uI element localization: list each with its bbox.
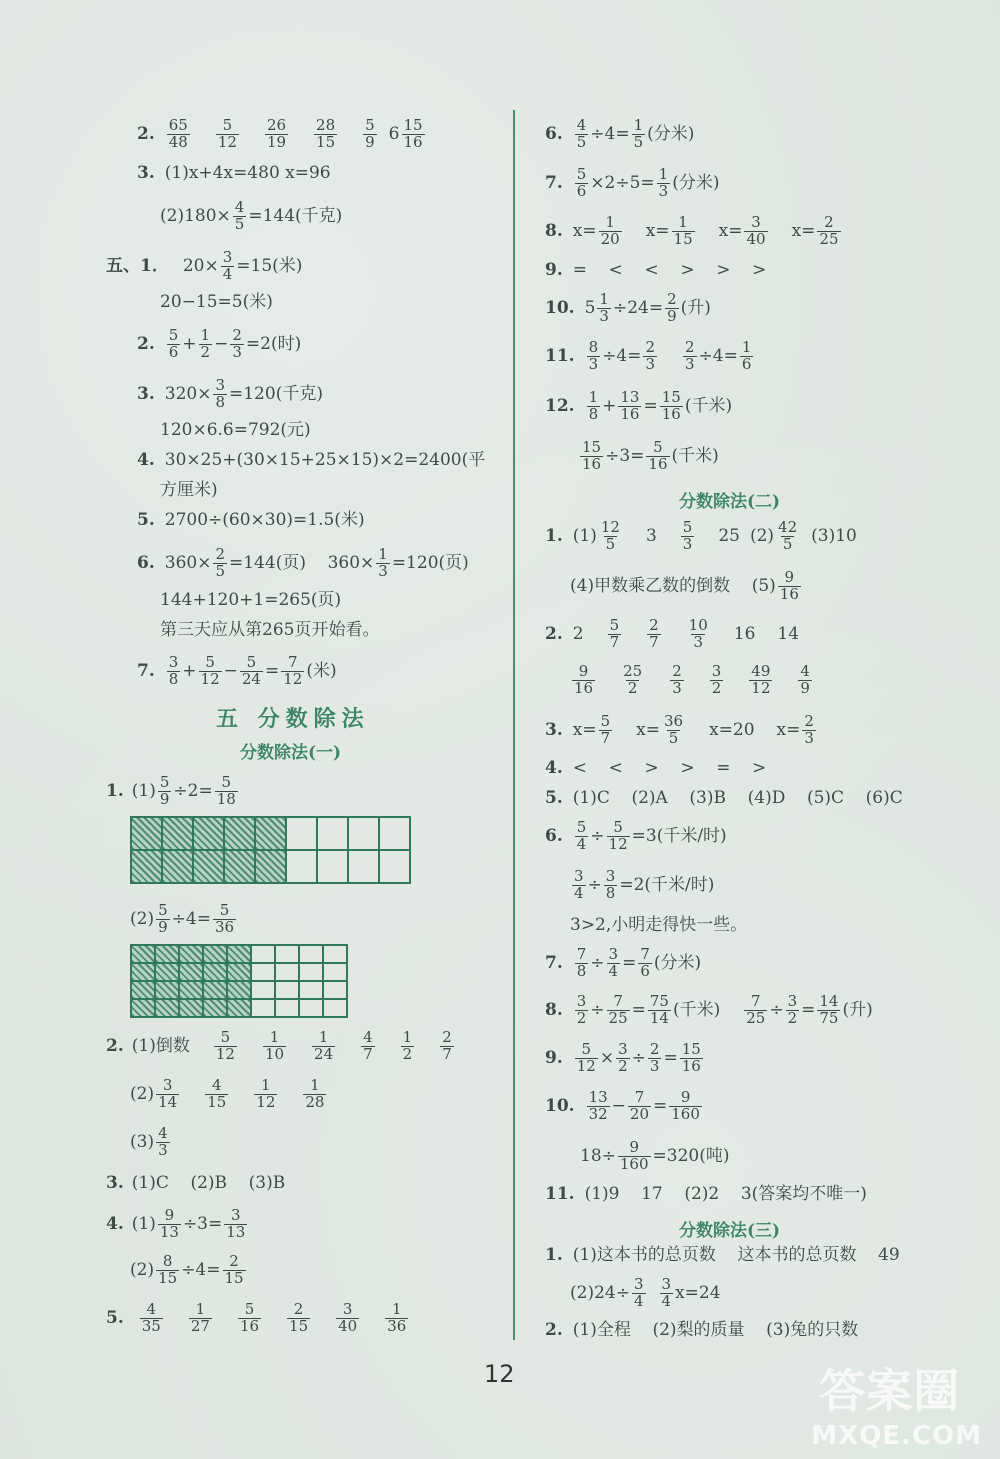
- left-q3-2: (2)180× $\frac{4}{5}$ =144(千克): [160, 198, 343, 233]
- fraction: $\frac{3}{40}$: [338, 1300, 358, 1335]
- e-q6-a: 6. $\frac{5}{4}$ ÷ $\frac{5}{12}$ =3(千米/时): [545, 818, 727, 853]
- grid-cell: [251, 945, 275, 963]
- fraction: $\frac{2}{7}$: [442, 1028, 452, 1063]
- grid-cell: [155, 945, 179, 963]
- grid-cell: [179, 945, 203, 963]
- grid-cell: [224, 850, 255, 883]
- sec5-q4-b: 方厘米): [160, 480, 218, 500]
- fraction: $\frac{1}{10}$: [264, 1028, 285, 1063]
- t-q1-a: 1. (1)这本书的总页数 这本书的总页数 49: [545, 1245, 900, 1265]
- sec5-q5: 5. 2700÷(60×30)=1.5(米): [137, 510, 365, 530]
- grid-cell: [323, 981, 347, 999]
- e-q6-b: $\frac{3}{4}$ ÷ $\frac{3}{8}$ =2(千米/时): [574, 867, 715, 902]
- r-q11: 11. $\frac{8}{3}$ ÷4= $\frac{2}{3}$ $\frac{2}{3}$ ÷4= $\frac{1}{6}$: [545, 338, 752, 373]
- e-q10-b: 18÷ $\frac{9}{160}$ =320(吨): [580, 1138, 730, 1173]
- chapter-title: 五 分数除法: [216, 706, 370, 732]
- fraction: $\frac{25}{2}$: [623, 662, 643, 697]
- r-q10: 10. 5 $\frac{1}{3}$ ÷24= $\frac{2}{9}$ (升): [545, 290, 711, 325]
- fraction: $\frac{5}{12}$: [215, 1028, 235, 1063]
- r-q8: 8. x= $\frac{1}{20}$ x= $\frac{1}{15}$ x= $\frac{3}{40}$ x= $\frac{2}{25}$: [545, 215, 843, 248]
- reciprocal-list-2: [154, 1078, 328, 1111]
- grid-cell: [299, 999, 323, 1017]
- grid-cell: [131, 963, 155, 981]
- section-title-3: 分数除法(三): [679, 1221, 781, 1241]
- grid-cell: [227, 981, 251, 999]
- grid-cell: [162, 850, 193, 883]
- grid-cell: [348, 850, 379, 883]
- fraction: $\frac{65}{48}$: [168, 116, 188, 151]
- sec5-q2: 2. $\frac{5}{6}$ + $\frac{1}{2}$ − $\frac{2}{3}$ =2(时): [137, 326, 302, 361]
- sec5-q4: 4. 30×25+(30×15+25×15)×2=2400(平: [137, 450, 486, 470]
- page-number: 12: [484, 1360, 515, 1388]
- grid-cell: [227, 945, 251, 963]
- e-q6-c: 3>2,小明走得快一些。: [570, 915, 748, 935]
- section-title-2: 分数除法(二): [679, 492, 781, 512]
- var-prefix: x=: [791, 220, 816, 241]
- left-q2: 2. $\frac{65}{48}$ $\frac{5}{12}$ $\frac{26}{19}$ $\frac{28}{15}$ $\frac{5}{9}$ 6 $\frac{15}{16}$: [137, 118, 427, 151]
- fraction: $\frac{3}{14}$: [158, 1076, 178, 1111]
- sec5-q3: 3. 320× $\frac{3}{8}$ =120(千克): [137, 376, 323, 411]
- grid-cell: [224, 817, 255, 850]
- grid-cell: [299, 945, 323, 963]
- sec5-q6-c: 第三天应从第265页开始看。: [160, 620, 380, 640]
- fraction: $\frac{5}{16}$: [239, 1300, 260, 1335]
- grid-cell: [179, 963, 203, 981]
- t-q2: 2. (1)全程 (2)梨的质量 (3)兔的只数: [545, 1320, 859, 1340]
- e-q10-a: 10. $\frac{13}{32}$ − $\frac{7}{20}$ = $\frac{9}{160}$: [545, 1088, 700, 1123]
- e-q2-b: [570, 664, 814, 697]
- grid-cell: [179, 981, 203, 999]
- e-q1-a: 1. (1) $\frac{12}{5}$ 3 $\frac{5}{3}$ 25 (2) $\frac{42}{5}$ (3)10: [545, 518, 857, 553]
- var-prefix: x=: [645, 220, 670, 241]
- fraction: $\frac{1}{15}$: [673, 213, 693, 248]
- var-prefix: x=: [718, 220, 743, 241]
- r-q7: 7. $\frac{5}{6}$ ×2÷5= $\frac{1}{3}$ (分米): [545, 165, 720, 200]
- grid-cell: [348, 817, 379, 850]
- sec5-q1-b: 20−15=5(米): [160, 292, 273, 312]
- grid-cell: [317, 817, 348, 850]
- left-q3-1: 3. (1)x+4x=480 x=96: [137, 163, 331, 183]
- grid-cell: [323, 999, 347, 1017]
- fraction: $\frac{4}{7}$: [363, 1028, 373, 1063]
- fraction: $\frac{4}{35}$: [141, 1300, 161, 1335]
- fraction: $\frac{26}{19}$: [266, 116, 287, 151]
- grid-cell: [286, 817, 317, 850]
- q2-mixed: 6 $\frac{15}{16}$: [388, 116, 423, 151]
- grid-cell: [193, 817, 224, 850]
- e-q4: 4. < < > > = >: [545, 758, 767, 778]
- sec5-q7: 7. $\frac{3}{8}$ + $\frac{5}{12}$ − $\frac{5}{24}$ = $\frac{7}{12}$ (米): [137, 653, 337, 688]
- d1-q5: 5. $\frac{4}{35}$ $\frac{1}{27}$ $\frac{5}{16}$ $\frac{2}{15}$ $\frac{3}{40}$ $\frac{1}{36}$: [106, 1302, 410, 1335]
- fraction: $\frac{10}{3}$: [688, 616, 708, 651]
- fraction: $\frac{5}{9}$: [365, 116, 375, 151]
- fraction: $\frac{2}{25}$: [819, 213, 839, 248]
- grid-cell: [131, 999, 155, 1017]
- grid-cell: [299, 981, 323, 999]
- grid-cell: [251, 963, 275, 981]
- grid-cell: [131, 945, 155, 963]
- grid-cell: [155, 999, 179, 1017]
- grid-cell: [155, 963, 179, 981]
- fraction-grid-1: [130, 816, 411, 884]
- d1-q1-1: 1. (1) $\frac{5}{9}$ ÷2= $\frac{5}{18}$: [106, 773, 236, 808]
- grid-cell: [203, 981, 227, 999]
- q2-fractions: [165, 118, 379, 151]
- d1-q2-3: (3) $\frac{4}{3}$: [130, 1124, 168, 1159]
- grid-cell: [275, 945, 299, 963]
- grid-cell: [155, 981, 179, 999]
- grid-cell: [193, 850, 224, 883]
- var-prefix: x=: [572, 220, 597, 241]
- grid-cell: [323, 963, 347, 981]
- grid-cell: [275, 963, 299, 981]
- grid-cell: [131, 850, 162, 883]
- fraction: $\frac{49}{12}$: [751, 662, 771, 697]
- fraction: $\frac{1}{28}$: [305, 1076, 325, 1111]
- grid-cell: [162, 817, 193, 850]
- grid-cell: [227, 999, 251, 1017]
- fraction: $\frac{4}{9}$: [800, 662, 810, 697]
- grid-cell: [227, 963, 251, 981]
- grid-cell: [251, 981, 275, 999]
- fraction: $\frac{3}{2}$: [711, 662, 722, 697]
- fraction: $\frac{4}{15}$: [207, 1076, 227, 1111]
- e-q2-a: 2. 2 $\frac{5}{7}$ $\frac{2}{7}$ $\frac{10}{3}$ 16 14: [545, 616, 800, 651]
- sec5-q3-b: 120×6.6=792(元): [160, 420, 311, 440]
- d1-q5-fractions: [138, 1302, 411, 1335]
- e-q11: 11. (1)9 17 (2)2 3(答案均不唯一): [545, 1184, 867, 1204]
- grid-cell: [255, 817, 286, 850]
- grid-cell: [275, 999, 299, 1017]
- fraction: $\frac{1}{24}$: [314, 1028, 334, 1063]
- grid-cell: [203, 945, 227, 963]
- column-divider: [513, 110, 515, 1340]
- e-q8: 8. $\frac{3}{2}$ ÷ $\frac{7}{25}$ = $\frac{75}{14}$ (千米) $\frac{7}{25}$ ÷ $\frac{3}{2}$ = $\frac{14}{75}$ (升): [545, 992, 873, 1027]
- e-q3: 3. x= $\frac{5}{7}$ x= $\frac{36}{5}$ x=20 x= $\frac{2}{3}$: [545, 712, 814, 747]
- d1-q2-1: 2. (1)倒数 $\frac{5}{12}$ $\frac{1}{10}$ $\frac{1}{24}$ $\frac{4}{7}$ $\frac{1}{2}$ $\frac{2}{7}$: [106, 1030, 456, 1063]
- e-q9: 9. $\frac{5}{12}$ × $\frac{3}{2}$ ÷ $\frac{2}{3}$ = $\frac{15}{16}$: [545, 1040, 701, 1075]
- fraction: $\frac{5}{12}$: [217, 116, 237, 151]
- fraction-grid-2: [130, 944, 348, 1018]
- fraction: $\frac{2}{3}$: [672, 662, 682, 697]
- grid-cell: [251, 999, 275, 1017]
- fraction: $\frac{3}{40}$: [746, 213, 766, 248]
- e-q2-fractions-2: [570, 664, 814, 697]
- fraction: $\frac{28}{15}$: [316, 116, 336, 151]
- r-q6: 6. $\frac{4}{5}$ ÷4= $\frac{1}{5}$ (分米): [545, 116, 695, 151]
- t-q1-b: (2)24÷ $\frac{3}{4}$ $\frac{3}{4}$ x=24: [570, 1275, 721, 1310]
- r-q12-b: $\frac{15}{16}$ ÷3= $\frac{5}{16}$ (千米): [582, 438, 719, 473]
- e-q7: 7. $\frac{7}{8}$ ÷ $\frac{3}{4}$ = $\frac{7}{6}$ (分米): [545, 945, 702, 980]
- fraction: $\frac{1}{2}$: [402, 1028, 413, 1063]
- e-q1-b: (4)甲数乘乙数的倒数 (5) $\frac{9}{16}$: [570, 568, 799, 603]
- grid-cell: [379, 850, 410, 883]
- r-q12: 12. $\frac{1}{8}$ + $\frac{13}{16}$ = $\frac{15}{16}$ (千米): [545, 388, 733, 423]
- grid-cell: [286, 850, 317, 883]
- fraction: $\frac{9}{16}$: [574, 662, 594, 697]
- sec5-q6-b: 144+120+1=265(页): [160, 590, 342, 610]
- grid-cell: [275, 981, 299, 999]
- sec5-q1: 五、1． 20× $\frac{3}{4}$ =15(米): [106, 248, 303, 283]
- reciprocal-list-1: [212, 1030, 456, 1063]
- fraction: $\frac{2}{7}$: [649, 616, 659, 651]
- grid-cell: [317, 850, 348, 883]
- grid-cell: [131, 817, 162, 850]
- fraction: $\frac{2}{15}$: [289, 1300, 309, 1335]
- sec5-q6: 6. 360× $\frac{2}{5}$ =144(页) 360× $\frac{1}{3}$ =120(页): [137, 545, 469, 580]
- d1-q1-2: (2) $\frac{5}{9}$ ÷4= $\frac{5}{36}$: [130, 901, 235, 936]
- d1-q2-2: (2) $\frac{3}{14}$ $\frac{4}{15}$ $\frac{1}{12}$ $\frac{1}{28}$: [130, 1078, 328, 1111]
- grid-cell: [203, 963, 227, 981]
- grid-cell: [255, 850, 286, 883]
- e-q5: 5. (1)C (2)A (3)B (4)D (5)C (6)C: [545, 788, 903, 808]
- grid-cell: [131, 981, 155, 999]
- fraction: $\frac{5}{7}$: [609, 616, 620, 651]
- grid-cell: [379, 817, 410, 850]
- grid-cell: [179, 999, 203, 1017]
- watermark-logo: 答案圈 MXQE.COM: [811, 1364, 982, 1451]
- fraction: $\frac{1}{12}$: [256, 1076, 276, 1111]
- d1-q4-1: 4. (1) $\frac{9}{13}$ ÷3= $\frac{3}{13}$: [106, 1206, 246, 1241]
- d1-q4-2: (2) $\frac{8}{15}$ ÷4= $\frac{2}{15}$: [130, 1252, 244, 1287]
- fraction: $\frac{1}{27}$: [190, 1300, 210, 1335]
- r-q8-list: [573, 215, 843, 248]
- grid-cell: [299, 963, 323, 981]
- e-q2-fractions: [606, 618, 734, 651]
- section-title-1: 分数除法(一): [240, 743, 342, 763]
- grid-cell: [203, 999, 227, 1017]
- fraction: $\frac{1}{20}$: [600, 213, 620, 248]
- r-q9: 9. = < < > > >: [545, 260, 767, 280]
- grid-cell: [323, 945, 347, 963]
- fraction: $\frac{1}{36}$: [387, 1300, 407, 1335]
- d1-q3: 3. (1)C (2)B (3)B: [106, 1173, 286, 1193]
